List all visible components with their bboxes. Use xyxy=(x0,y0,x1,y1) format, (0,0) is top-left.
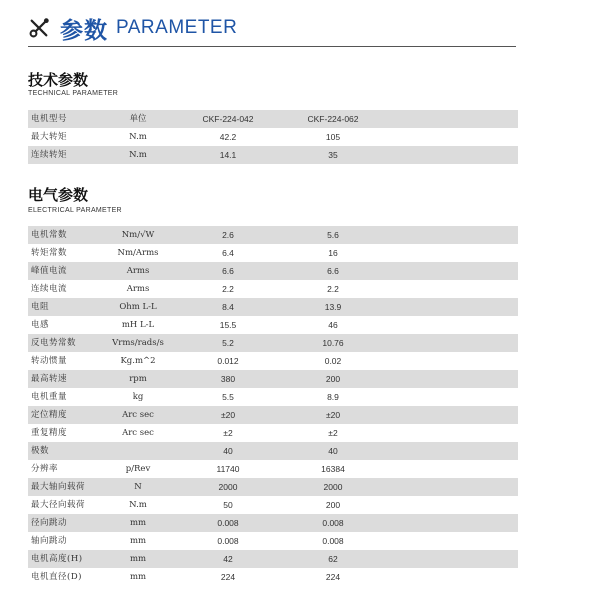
value-062: 35 xyxy=(328,150,338,160)
value-062: 200 xyxy=(325,500,341,510)
value-042: 8.4 xyxy=(222,302,234,312)
electrical-section-title: 电气参数 xyxy=(28,186,89,204)
param-name: 最大轴向载荷 xyxy=(31,482,86,492)
param-unit: Nm/√W xyxy=(121,230,155,240)
value-062: 2.2 xyxy=(327,284,339,294)
param-unit: kg xyxy=(132,392,144,402)
param-unit: Nm/Arms xyxy=(117,248,159,258)
value-042: 380 xyxy=(220,374,236,384)
value-042: ±20 xyxy=(220,410,236,420)
param-name: 反电势常数 xyxy=(31,338,77,348)
electrical-table xyxy=(28,226,518,586)
table-row xyxy=(28,532,518,550)
value-042: 5.2 xyxy=(222,338,234,348)
param-unit: N.m xyxy=(129,500,147,510)
param-unit: mm xyxy=(129,518,147,528)
param-unit: Vrms/rads/s xyxy=(112,338,164,348)
param-name: 定位精度 xyxy=(31,410,68,420)
value-062: 46 xyxy=(328,320,338,330)
value-062: 6.6 xyxy=(327,266,339,276)
table-row xyxy=(28,146,518,164)
param-name: 最高转速 xyxy=(31,374,68,384)
value-062: 8.9 xyxy=(327,392,339,402)
page-header xyxy=(28,10,237,46)
param-name: 转动惯量 xyxy=(31,356,68,366)
param-unit: mm xyxy=(129,572,147,582)
table-row xyxy=(28,226,518,244)
table-row xyxy=(28,568,518,586)
value-062: ±20 xyxy=(325,410,341,420)
table-row xyxy=(28,478,518,496)
page-title-en: PARAMETER xyxy=(116,17,238,38)
electrical-section-subtitle: ELECTRICAL PARAMETER xyxy=(28,207,122,214)
param-unit: N xyxy=(134,482,142,492)
param-name: 最大径向载荷 xyxy=(31,500,86,510)
param-name: 电机型号 xyxy=(31,114,68,124)
wrench-screwdriver-icon xyxy=(28,17,50,39)
table-row xyxy=(28,550,518,568)
table-row xyxy=(28,424,518,442)
param-name: 峰值电流 xyxy=(31,266,68,276)
table-row xyxy=(28,298,518,316)
value-042: 42.2 xyxy=(219,132,237,142)
param-name: 重复精度 xyxy=(31,428,68,438)
param-unit: Kg.m^2 xyxy=(120,356,156,366)
value-062: 200 xyxy=(325,374,341,384)
value-042: 14.1 xyxy=(219,150,237,160)
value-042: 50 xyxy=(223,500,233,510)
value-062: 5.6 xyxy=(327,230,339,240)
value-042: 2.6 xyxy=(222,230,234,240)
param-name: 轴向跳动 xyxy=(31,536,68,546)
param-name: 电感 xyxy=(31,320,50,330)
value-062: 16 xyxy=(328,248,338,258)
table-row xyxy=(28,388,518,406)
header-divider xyxy=(28,46,516,47)
param-name: 电机高度(H) xyxy=(31,554,83,564)
param-name: 电机直径(D) xyxy=(31,572,82,582)
param-name: 电阻 xyxy=(31,302,50,312)
param-unit: Arms xyxy=(126,284,150,294)
param-unit: N.m xyxy=(129,132,147,142)
value-062: ±2 xyxy=(328,428,338,438)
table-row xyxy=(28,496,518,514)
value-062: 62 xyxy=(328,554,338,564)
param-unit: mH L-L xyxy=(121,320,155,330)
param-name: 径向跳动 xyxy=(31,518,68,528)
value-062: 2000 xyxy=(323,482,343,492)
value-042: 5.5 xyxy=(222,392,234,402)
table-row xyxy=(28,244,518,262)
value-042: CKF-224-042 xyxy=(202,114,254,124)
value-062: CKF-224-062 xyxy=(307,114,359,124)
param-name: 电机重量 xyxy=(31,392,68,402)
value-042: 6.6 xyxy=(222,266,234,276)
value-062: 40 xyxy=(328,446,338,456)
param-unit: mm xyxy=(129,554,147,564)
table-row xyxy=(28,280,518,298)
param-unit: p/Rev xyxy=(125,464,151,474)
technical-table xyxy=(28,110,518,164)
param-unit: Ohm L-L xyxy=(119,302,157,312)
value-042: 2.2 xyxy=(222,284,234,294)
technical-section-subtitle: TECHNICAL PARAMETER xyxy=(28,90,119,97)
param-unit: Arc sec xyxy=(122,428,154,438)
value-042: 11740 xyxy=(216,464,240,474)
value-042: 42 xyxy=(223,554,233,564)
table-row xyxy=(28,316,518,334)
value-062: 13.9 xyxy=(324,302,342,312)
param-unit: Arms xyxy=(126,266,150,276)
param-name: 连续转矩 xyxy=(31,150,68,160)
value-042: 0.012 xyxy=(217,356,239,366)
table-row xyxy=(28,370,518,388)
value-042: 2000 xyxy=(218,482,238,492)
param-name: 连续电流 xyxy=(31,284,68,294)
technical-section-title: 技术参数 xyxy=(28,71,89,89)
value-062: 0.008 xyxy=(322,518,344,528)
value-062: 10.76 xyxy=(322,338,344,348)
param-unit: mm xyxy=(129,536,147,546)
value-042: ±2 xyxy=(223,428,233,438)
table-row xyxy=(28,514,518,532)
param-unit xyxy=(95,442,181,460)
value-062: 16384 xyxy=(321,464,345,474)
param-name: 最大转矩 xyxy=(31,132,68,142)
param-name: 转矩常数 xyxy=(31,248,68,258)
param-unit: rpm xyxy=(129,374,147,384)
param-name: 电机常数 xyxy=(31,230,68,240)
value-062: 0.02 xyxy=(324,356,342,366)
value-062: 224 xyxy=(325,572,341,582)
table-row xyxy=(28,352,518,370)
value-042: 0.008 xyxy=(217,518,239,528)
page-title: 参数 xyxy=(60,17,108,44)
param-unit: N.m xyxy=(129,150,147,160)
table-row xyxy=(28,110,518,128)
table-row xyxy=(28,406,518,424)
param-unit: 单位 xyxy=(129,114,147,124)
table-row xyxy=(28,460,518,478)
value-042: 15.5 xyxy=(219,320,237,330)
value-042: 40 xyxy=(223,446,233,456)
value-042: 224 xyxy=(220,572,236,582)
value-042: 6.4 xyxy=(222,248,234,258)
param-unit: Arc sec xyxy=(122,410,154,420)
param-name: 分辨率 xyxy=(31,464,59,474)
table-row xyxy=(28,128,518,146)
table-row xyxy=(28,442,518,460)
value-062: 0.008 xyxy=(322,536,344,546)
value-062: 105 xyxy=(325,132,341,142)
table-row xyxy=(28,262,518,280)
param-name: 极数 xyxy=(31,446,50,456)
value-042: 0.008 xyxy=(217,536,239,546)
table-row xyxy=(28,334,518,352)
